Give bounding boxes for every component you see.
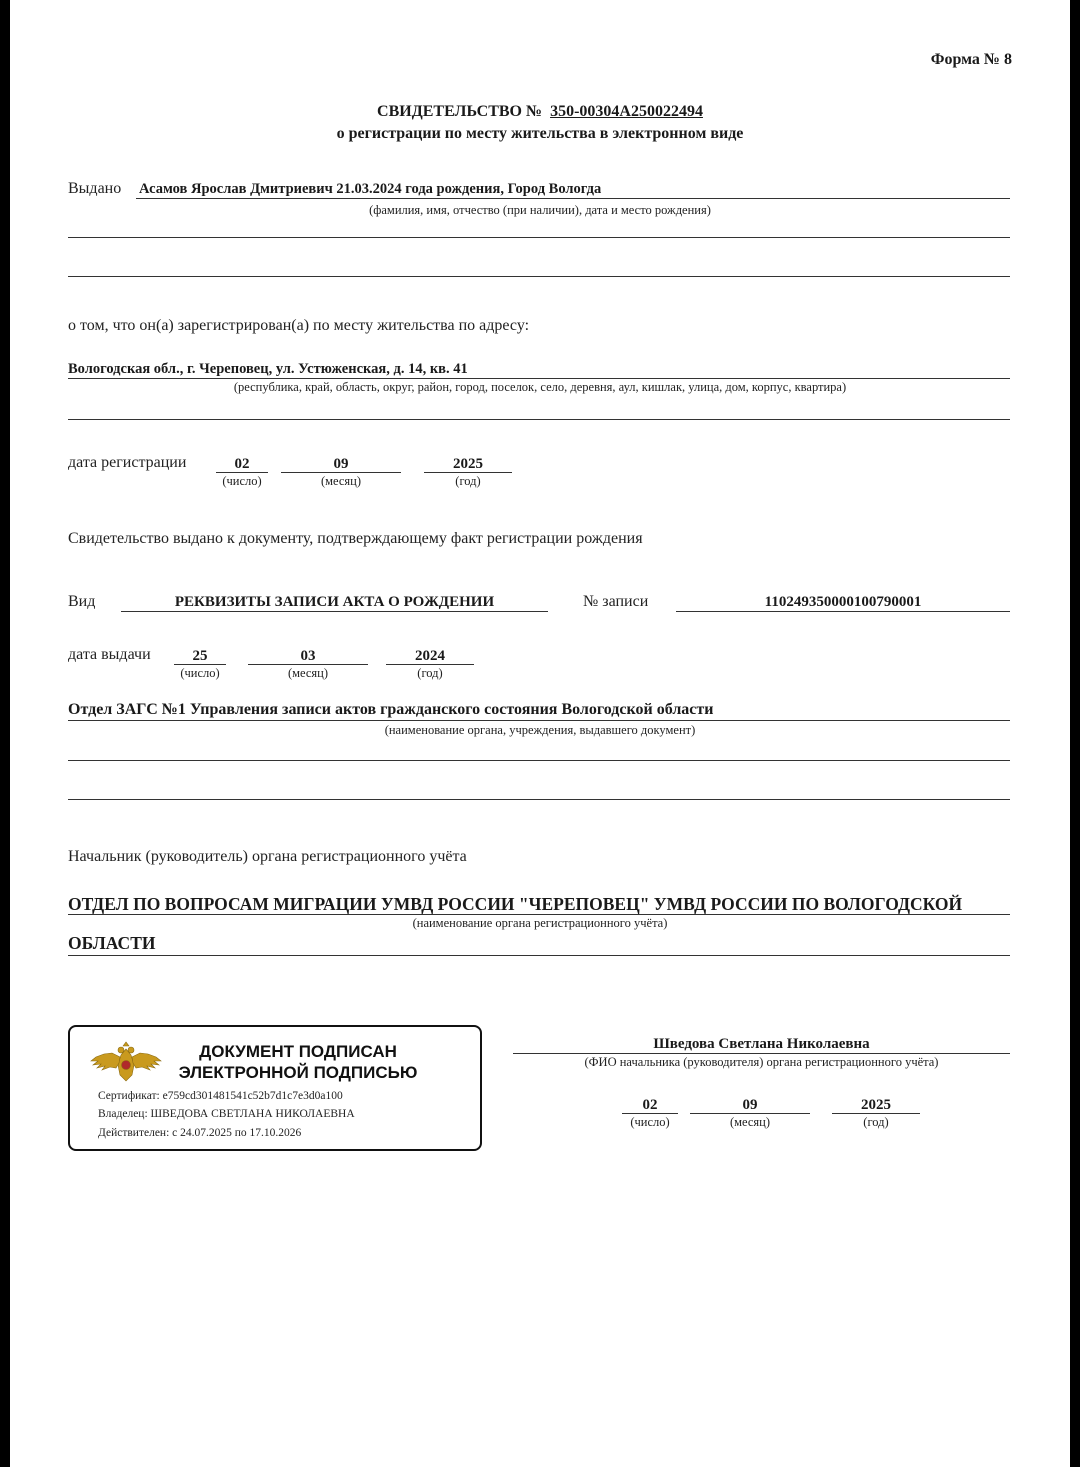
issue-month-hint: (месяц) (287, 666, 329, 680)
issued-to-underline (136, 198, 1010, 199)
registration-authority-value-line2: ОБЛАСТИ (68, 933, 156, 953)
blank-line (68, 760, 1010, 761)
certificate-subtitle: о регистрации по месту жительства в электронном виде (336, 125, 744, 142)
blank-line (68, 419, 1010, 420)
registration-year: 2025 (453, 456, 483, 472)
issue-month-underline (248, 664, 368, 665)
signatory-day: 02 (642, 1097, 658, 1113)
registration-authority-value-line1: ОТДЕЛ ПО ВОПРОСАМ МИГРАЦИИ УМВД РОССИИ "ЧЕРЕПОВЕЦ" УМВД РОССИИ ПО ВОЛОГОДСКОЙ (68, 894, 963, 914)
electronic-signature-stamp (68, 1025, 482, 1151)
signatory-month-underline (690, 1113, 810, 1114)
registration-year-hint: (год) (455, 474, 481, 488)
address-intro: о том, что он(а) зарегистрирован(а) по месту жительства по адресу: (68, 317, 530, 334)
stamp-certificate: Сертификат: e759cd301481541c52b7d1c7e3d0a100 (98, 1090, 343, 1102)
blank-line (68, 276, 1010, 277)
signatory-day-underline (622, 1113, 678, 1114)
address-underline (68, 378, 1010, 379)
record-number-value: 110249350000100790001 (764, 594, 922, 610)
document-page (10, 0, 1070, 1467)
issued-to-hint: (фамилия, имя, отчество (при наличии), дата и место рождения) (369, 203, 711, 217)
issue-date-label: дата выдачи (68, 646, 151, 663)
issue-year-underline (386, 664, 474, 665)
registration-day-hint: (число) (222, 474, 262, 488)
document-basis-intro: Свидетельство выдано к документу, подтверждающему факт регистрации рождения (68, 530, 643, 547)
registration-month-underline (281, 472, 401, 473)
signatory-name-underline (513, 1053, 1010, 1054)
blank-line (68, 799, 1010, 800)
signatory-year: 2025 (861, 1097, 891, 1113)
address-value: Вологодская обл., г. Череповец, ул. Устюженская, д. 14, кв. 41 (68, 361, 468, 377)
record-number-underline (676, 611, 1010, 612)
registration-day-underline (216, 472, 268, 473)
document-type-label: Вид (68, 593, 96, 610)
signatory-year-hint: (год) (863, 1115, 889, 1129)
stamp-validity: Действителен: с 24.07.2025 по 17.10.2026 (98, 1127, 302, 1139)
blank-line (68, 237, 1010, 238)
registration-date-label: дата регистрации (68, 454, 187, 471)
issue-day-hint: (число) (180, 666, 220, 680)
issue-day: 25 (192, 648, 208, 664)
issuing-org-hint: (наименование органа, учреждения, выдавшего документ) (384, 723, 696, 737)
double-headed-eagle-emblem-icon (90, 1041, 162, 1083)
issued-to-value: Асамов Ярослав Дмитриевич 21.03.2024 года рождения, Город Вологда (139, 181, 602, 197)
signatory-day-hint: (число) (630, 1115, 670, 1129)
certificate-number: 350-00304А250022494 (550, 103, 703, 120)
certificate-title-prefix: СВИДЕТЕЛЬСТВО № (377, 103, 543, 120)
signatory-name: Шведова Светлана Николаевна (653, 1036, 870, 1052)
registration-authority-hint: (наименование органа регистрационного учёта) (412, 916, 668, 930)
signatory-hint: (ФИО начальника (руководителя) органа регистрационного учёта) (584, 1055, 939, 1069)
issue-year: 2024 (415, 648, 445, 664)
issued-to-label: Выдано (68, 180, 122, 197)
registration-day: 02 (234, 456, 250, 472)
registration-authority-underline (68, 914, 1010, 915)
stamp-title-line1: ДОКУМЕНТ ПОДПИСАН (199, 1042, 397, 1061)
record-number-label: № записи (583, 593, 649, 610)
signatory-year-underline (832, 1113, 920, 1114)
issuing-org-value: Отдел ЗАГС №1 Управления записи актов гражданского состояния Вологодской области (68, 701, 714, 718)
document-type-value: РЕКВИЗИТЫ ЗАПИСИ АКТА О РОЖДЕНИИ (174, 594, 495, 610)
document-type-underline (121, 611, 548, 612)
registration-year-underline (424, 472, 512, 473)
signatory-month: 09 (742, 1097, 758, 1113)
stamp-title (178, 1041, 418, 1083)
issue-day-underline (174, 664, 226, 665)
address-hint: (республика, край, область, округ, район, город, поселок, село, деревня, аул, кишлак, улица, дом, корпус, квартира) (233, 380, 847, 394)
stamp-owner: Владелец: ШВЕДОВА СВЕТЛАНА НИКОЛАЕВНА (98, 1108, 355, 1120)
signatory-month-hint: (месяц) (729, 1115, 771, 1129)
form-number: Форма № 8 (930, 51, 1012, 68)
certificate-title (10, 103, 1070, 121)
registration-authority-label: Начальник (руководитель) органа регистрационного учёта (68, 848, 467, 865)
registration-authority-underline-2 (68, 955, 1010, 956)
issuing-org-underline (68, 720, 1010, 721)
stamp-title-line2: ЭЛЕКТРОННОЙ ПОДПИСЬЮ (178, 1063, 418, 1082)
registration-month-hint: (месяц) (320, 474, 362, 488)
registration-month: 09 (333, 456, 349, 472)
issue-month: 03 (300, 648, 316, 664)
issue-year-hint: (год) (417, 666, 443, 680)
